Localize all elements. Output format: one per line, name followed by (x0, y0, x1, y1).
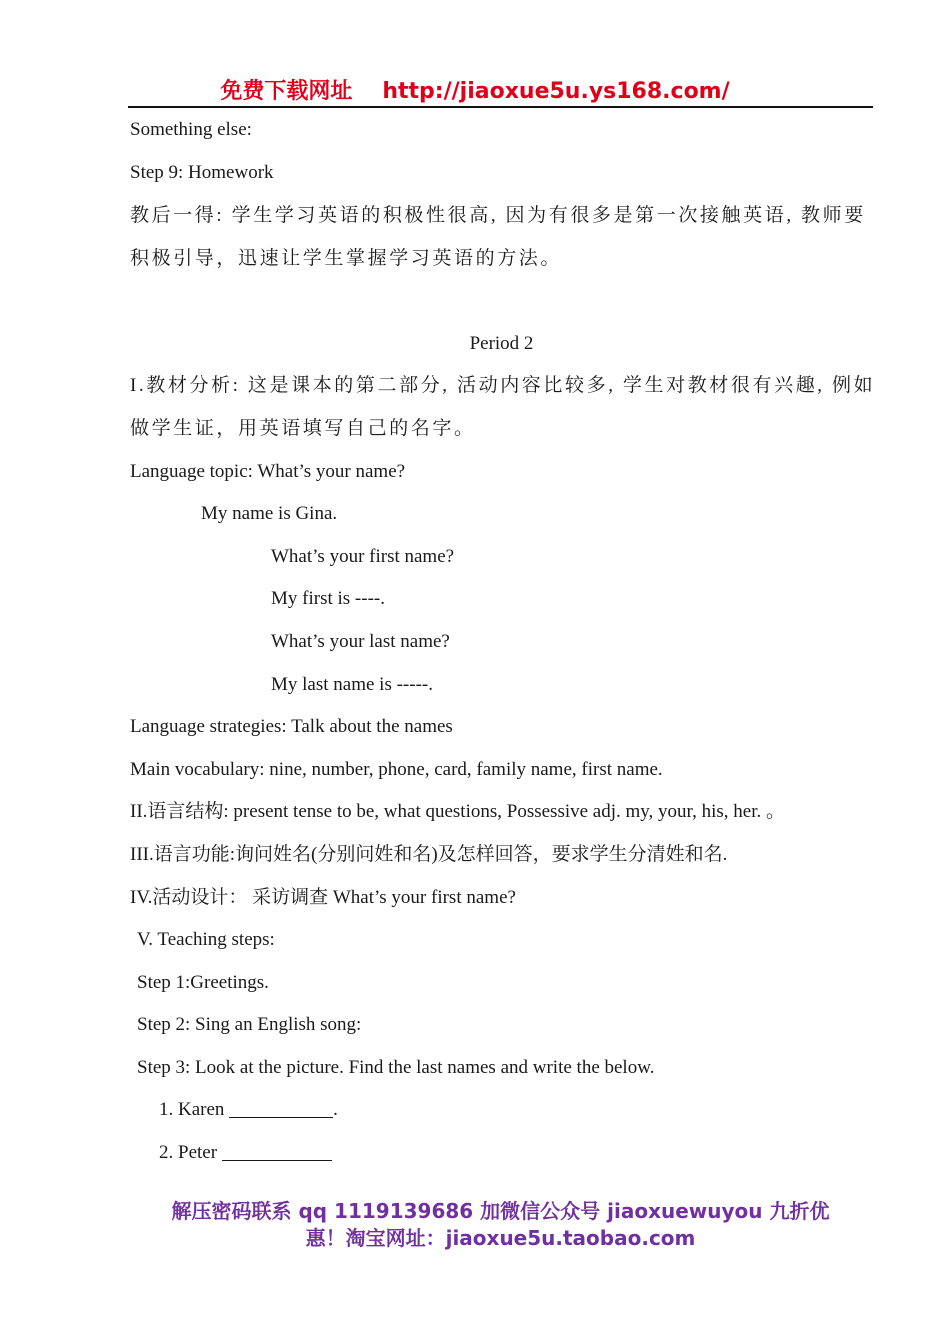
header-divider (128, 106, 873, 108)
item1-blank (229, 1097, 333, 1118)
list-item (159, 1096, 338, 1124)
reflection-line-1: 教后一得: 学生学习英语的积极性很高, 因为有很多是第一次接触英语, 教师要 (130, 205, 866, 226)
item1-label: 1. Karen (159, 1099, 230, 1120)
activity-design: IV.活动设计： 采访调查 What’s your first name? (130, 887, 516, 908)
item2-blank (222, 1140, 332, 1161)
list-item (159, 1139, 332, 1167)
language-topic: Language topic: What’s your name? (130, 461, 406, 482)
analysis-line-1: I.教材分析: 这是课本的第二部分, 活动内容比较多, 学生对教材很有兴趣, 例如 (130, 375, 876, 396)
item2-label: 2. Peter (159, 1142, 222, 1163)
language-structure: II.语言结构: present tense to be, what questions, Possessive adj. my, your, his, her. 。 (130, 801, 786, 822)
analysis-line-2: 做学生证，用英语填写自己的名字。 (130, 418, 476, 439)
topic-line-2: What’s your first name? (271, 546, 455, 567)
contact-footer (128, 1198, 873, 1252)
teaching-steps-heading: V. Teaching steps: (137, 929, 275, 950)
item1-end: . (333, 1099, 338, 1120)
step1-text: Step 1:Greetings. (137, 972, 269, 993)
step2-text: Step 2: Sing an English song: (137, 1014, 362, 1035)
footer-line-1: 解压密码联系 qq 1119139686 加微信公众号 jiaoxuewuyou 九折优 (171, 1199, 830, 1223)
language-function: III.语言功能:询问姓名(分别问姓和名)及怎样回答，要求学生分清姓和名. (130, 844, 728, 865)
header-label: 免费下载网址 (220, 79, 353, 104)
step9-text: Step 9: Homework (130, 162, 274, 183)
download-header (0, 76, 950, 108)
topic-line-4: What’s your last name? (271, 631, 450, 652)
language-strategies: Language strategies: Talk about the names (130, 716, 453, 737)
footer-line-2[interactable]: 惠！淘宝网址：jiaoxue5u.taobao.com (305, 1226, 696, 1250)
topic-line-3: My first is ----. (271, 588, 385, 609)
period-title: Period 2 (469, 333, 534, 354)
main-vocabulary: Main vocabulary: nine, number, phone, card, family name, first name. (130, 759, 663, 780)
step3-text: Step 3: Look at the picture. Find the last names and write the below. (137, 1057, 655, 1078)
topic-line-5: My last name is -----. (271, 674, 433, 695)
header-url-link[interactable]: http://jiaoxue5u.ys168.com/ (382, 79, 730, 104)
reflection-line-2: 积极引导，迅速让学生掌握学习英语的方法。 (130, 248, 563, 269)
topic-line-1: My name is Gina. (201, 503, 338, 524)
something-else-text: Something else: (130, 119, 252, 140)
